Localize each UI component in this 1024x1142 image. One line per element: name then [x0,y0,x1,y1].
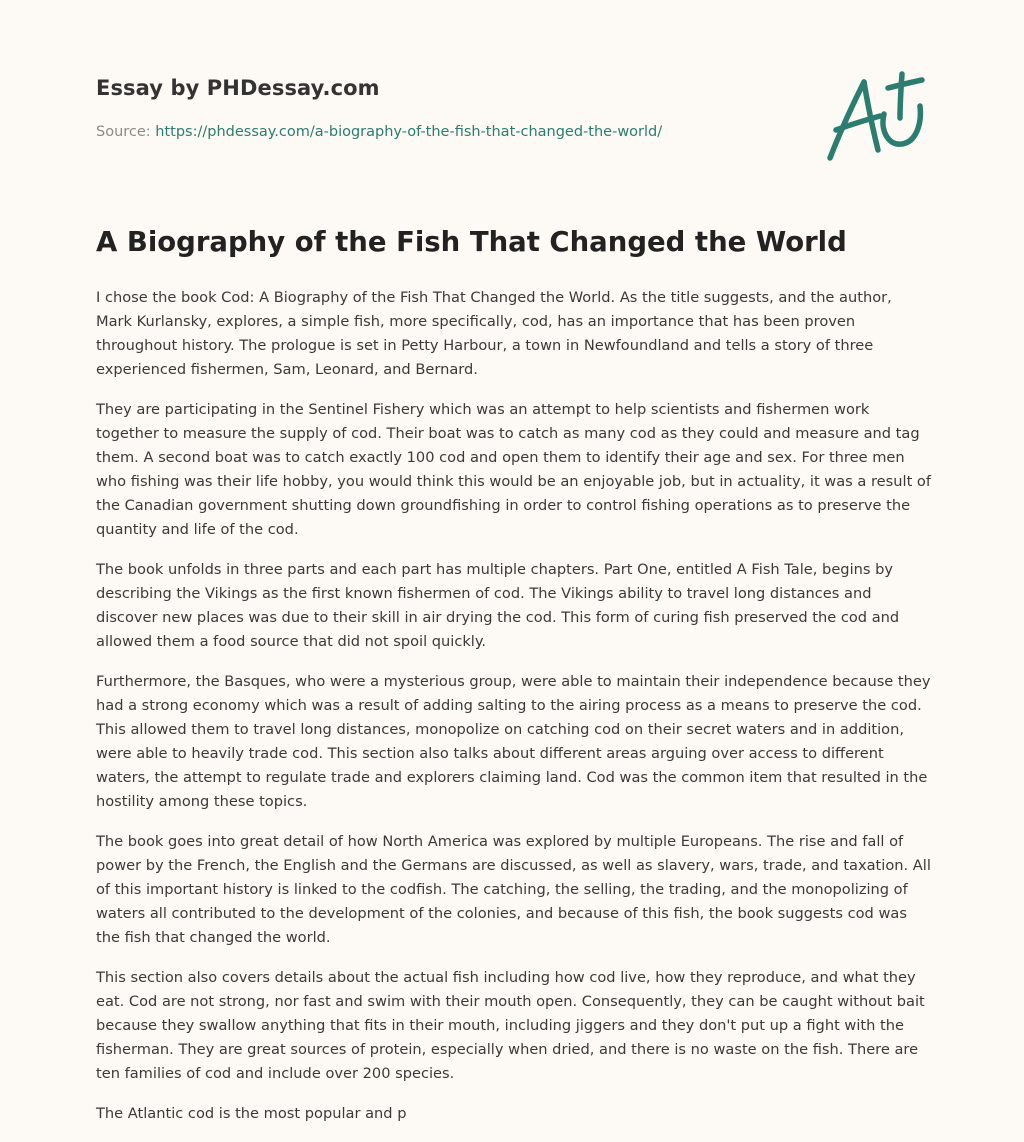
site-title: Essay by PHDessay.com [96,76,380,100]
essay-paragraph: This section also covers details about the actual fish including how cod live, how they reproduce, and what they eat. Cod are not strong, nor fast and swim with their mouth open. Consequently, they can be caught without bait because they swallow anything that fits in their mouth, including jiggers and they don't put up a fight with the fisherman. They are great sources of protein, especially when dried, and there is no waste on the fish. There are ten families of cod and include over 200 species. [96,969,925,1082]
essay-body [96,286,932,1142]
source-line [96,124,662,140]
essay-paragraph: The Atlantic cod is the most popular and p [96,1105,407,1122]
essay-paragraph: They are participating in the Sentinel Fishery which was an attempt to help scientists and fishermen work together to measure the supply of cod. Their boat was to catch as many cod as they could and measure and tag them. A second boat was to catch exactly 100 cod and open them to identify their age and sex. For three men who fishing was their life hobby, you would think this would be an enjoyable job, but in actuality, it was a result of the Canadian government shutting down groundfishing in order to control fishing operations as to preserve the quantity and life of the cod. [96,401,932,538]
essay-paragraph: The book unfolds in three parts and each part has multiple chapters. Part One, entitled A Fish Tale, begins by describing the Vikings as the first known fishermen of cod. The Vikings ability to travel long distances and discover new places was due to their skill in air drying the cod. This form of curing fish preserved the cod and allowed them a food source that did not spoil quickly. [96,561,900,650]
essay-title: A Biography of the Fish That Changed the World [96,226,847,258]
source-label: Source: [96,124,151,140]
essay-paragraph: I chose the book Cod: A Biography of the Fish That Changed the World. As the title suggests, and the author, Mark Kurlansky, explores, a simple fish, more specifically, cod, has an importance that has been proven throughout history. The prologue is set in Petty Harbour, a town in Newfoundland and tells a story of three experienced fishermen, Sam, Leonard, and Bernard. [96,289,892,378]
source-link[interactable]: https://phdessay.com/a-biography-of-the-fish-that-changed-the-world/ [155,124,663,140]
a-plus-grade-icon [818,66,934,166]
essay-paragraph: The book goes into great detail of how North America was explored by multiple Europeans. The rise and fall of power by the French, the English and the Germans are discussed, as well as slavery, wars, trade, and taxation. All of this important history is linked to the codfish. The catching, the selling, the trading, and the monopolizing of waters all contributed to the development of the colonies, and because of this fish, the book suggests cod was the fish that changed the world. [96,833,931,946]
essay-paragraph: Furthermore, the Basques, who were a mysterious group, were able to maintain their independence because they had a strong economy which was a result of adding salting to the airing process as a means to preserve the cod. This allowed them to travel long distances, monopolize on catching cod on their secret waters and in addition, were able to heavily trade cod. This section also talks about different areas arguing over access to different waters, the attempt to regulate trade and explorers claiming land. Cod was the common item that resulted in the hostility among these topics. [96,673,931,810]
